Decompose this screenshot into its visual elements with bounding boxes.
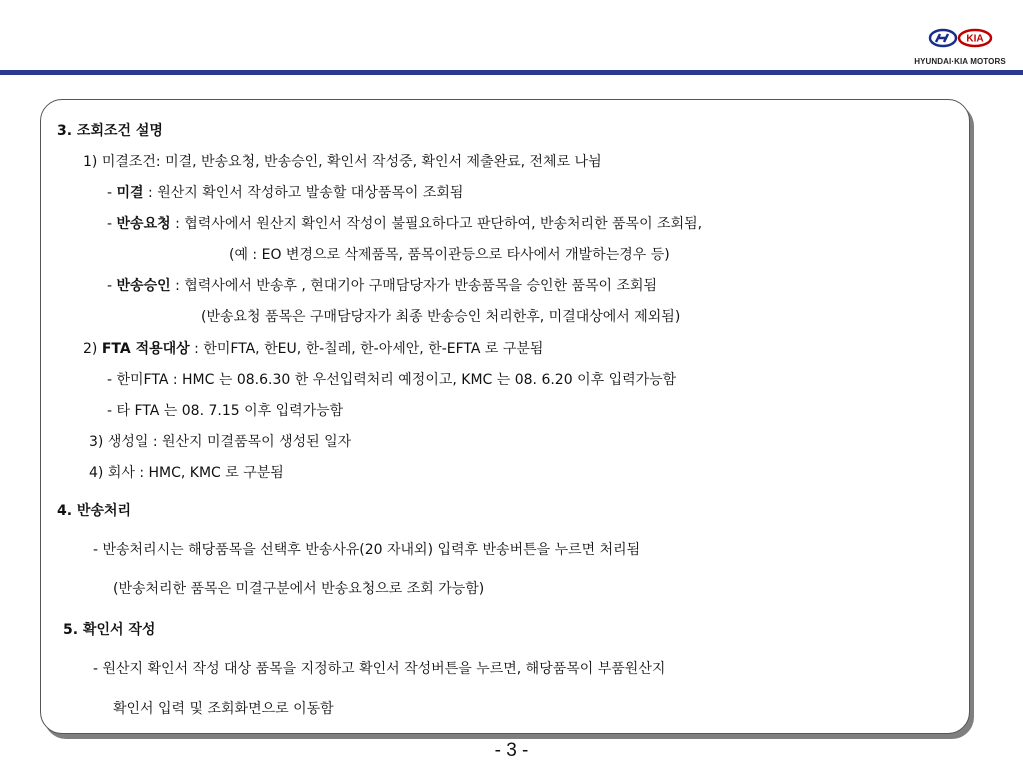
s3-item-1: 1) 미결조건: 미결, 반송요청, 반송승인, 확인서 작성중, 확인서 제출완료, 전체로 나뉨 [83, 154, 602, 170]
kia-mark: KIA [966, 33, 984, 45]
s3-item-2b: - 타 FTA 는 08. 7.15 이후 입력가능함 [107, 403, 344, 419]
page-number: - 3 - [494, 740, 529, 761]
term-description: : 한미FTA, 한EU, 한-칠레, 한-아세안, 한-EFTA 로 구분됨 [189, 341, 544, 357]
term-label: 반송요청 [116, 216, 171, 232]
term-label: 미결 [116, 185, 144, 201]
header-divider [0, 70, 1023, 75]
s3-item-2 [83, 340, 543, 358]
term-label: 반송승인 [116, 278, 171, 294]
section-4-title: 4. 반송처리 [57, 503, 132, 519]
s4-item-1: - 반송처리시는 해당품목을 선택후 반송사유(20 자내외) 입력후 반송버튼을 누르면 처리됨 [93, 542, 641, 558]
hyundai-kia-logo [905, 28, 1015, 66]
brand-text: HYUNDAI·KIA MOTORS [914, 57, 1006, 66]
s3-item-3: 3) 생성일 : 원산지 미결품목이 생성된 일자 [89, 434, 352, 450]
s3-item-1c [107, 277, 657, 295]
bullet-dash: - [107, 216, 117, 232]
term-label: FTA 적용대상 [101, 341, 190, 357]
s3-item-4: 4) 회사 : HMC, KMC 로 구분됨 [89, 465, 284, 481]
s3-item-2a: - 한미FTA : HMC 는 08.6.30 한 우선입력처리 예정이고, KMC 는 08. 6.20 이후 입력가능함 [107, 372, 677, 388]
s4-item-1-note: (반송처리한 품목은 미결구분에서 반송요청으로 조회 가능함) [113, 581, 485, 597]
s5-item-1-cont: 확인서 입력 및 조회화면으로 이동함 [113, 701, 334, 717]
content-panel [40, 99, 970, 734]
brand-emblem-icon [925, 28, 997, 48]
bullet-dash: - [107, 185, 117, 201]
term-description: : 협력사에서 반송후 , 현대기아 구매담당자가 반송품목을 승인한 품목이 조회됨 [170, 278, 658, 294]
s3-item-1a [107, 184, 463, 202]
s5-item-1: - 원산지 확인서 작성 대상 품목을 지정하고 확인서 작성버튼을 누르면, 해당품목이 부품원산지 [93, 661, 666, 677]
item-number: 2) [83, 341, 102, 357]
s3-item-1b [107, 215, 702, 233]
s3-item-1b-note: (예 : EO 변경으로 삭제품목, 품목이관등으로 타사에서 개발하는경우 등) [229, 247, 670, 263]
term-description: : 협력사에서 원산지 확인서 작성이 불필요하다고 판단하여, 반송처리한 품목이 조회됨, [170, 216, 703, 232]
section-5-title: 5. 확인서 작성 [63, 622, 156, 638]
bullet-dash: - [107, 278, 117, 294]
term-description: : 원산지 확인서 작성하고 발송할 대상품목이 조회됨 [143, 185, 464, 201]
section-3-title: 3. 조회조건 설명 [57, 123, 163, 139]
s3-item-1c-note: (반송요청 품목은 구매담당자가 최종 반송승인 처리한후, 미결대상에서 제외됨) [201, 309, 681, 325]
